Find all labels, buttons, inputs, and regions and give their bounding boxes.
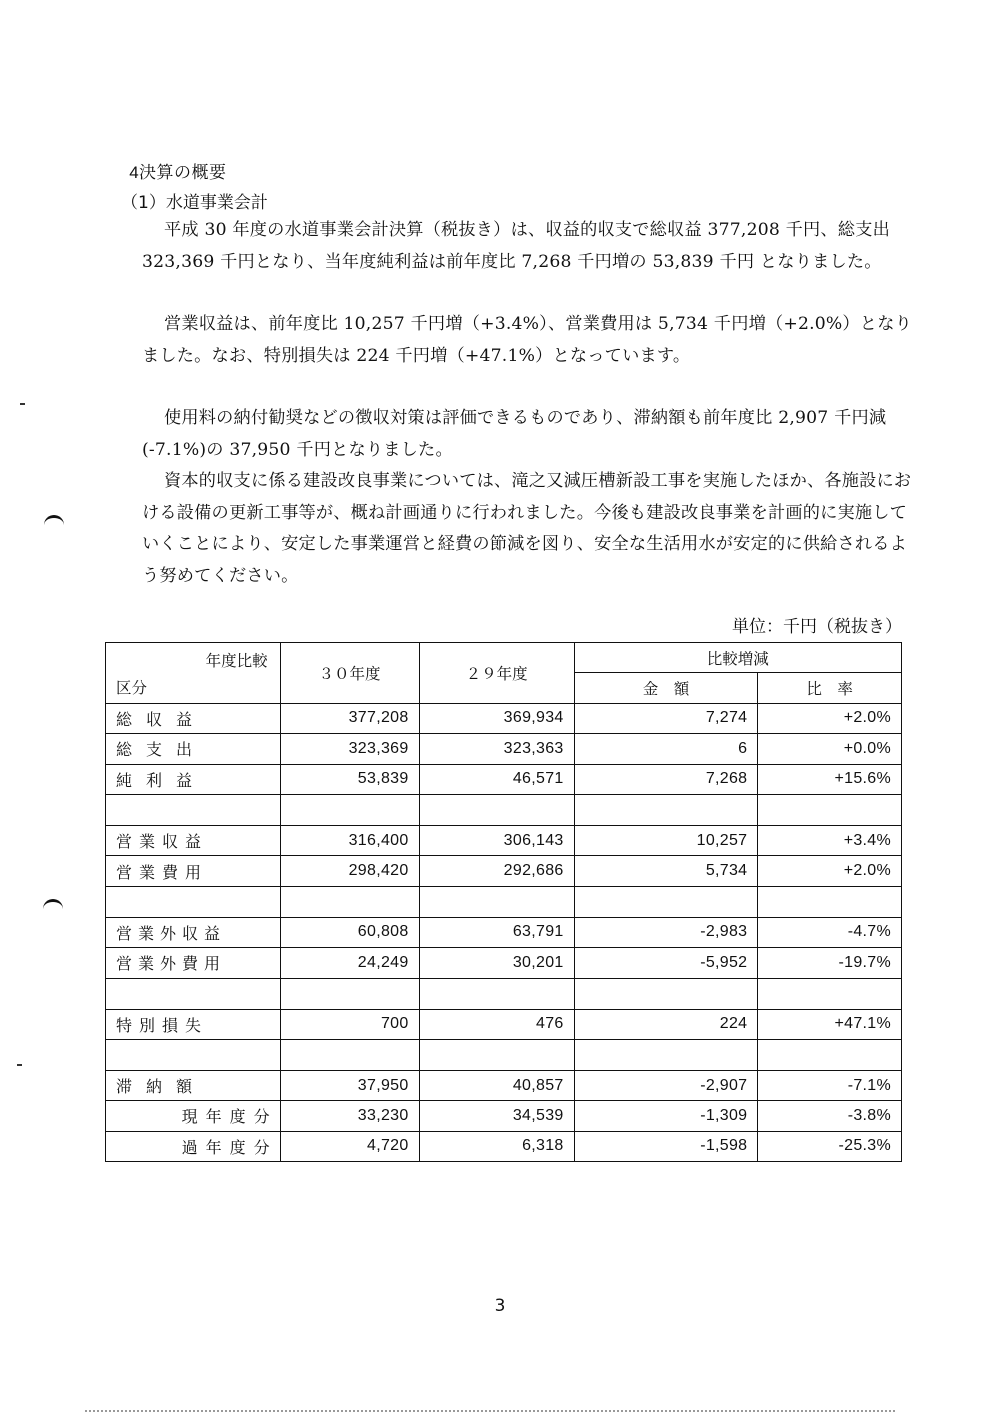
table-row bbox=[106, 1131, 902, 1161]
amount-diff: 5,734 bbox=[574, 856, 758, 886]
fy30-value: 377,208 bbox=[280, 703, 419, 733]
blank-cell bbox=[574, 978, 758, 1009]
section-title: 決算の概要 bbox=[139, 163, 227, 183]
fy29-value: 34,539 bbox=[419, 1101, 574, 1131]
fy30-value: 700 bbox=[280, 1009, 419, 1039]
fy29-value: 369,934 bbox=[419, 703, 574, 733]
header-ratio: 比 率 bbox=[758, 673, 902, 703]
section-number: 4 bbox=[129, 163, 139, 182]
fy29-value: 46,571 bbox=[419, 764, 574, 794]
blank-cell bbox=[280, 978, 419, 1009]
table-row bbox=[106, 703, 902, 733]
paragraph-operating: 営業収益は、前年度比 10,257 千円増（+3.4%）、営業費用は 5,734 千円増（+2.0%）となりました。なお、特別損失は 224 千円増（+47.1%）となっています。 bbox=[142, 314, 912, 366]
blank-cell bbox=[106, 794, 281, 825]
row-label: 総支出 bbox=[106, 734, 281, 764]
amount-diff: 7,274 bbox=[574, 703, 758, 733]
row-label: 過年度分 bbox=[106, 1131, 281, 1161]
amount-diff: 7,268 bbox=[574, 764, 758, 794]
amount-diff: -2,907 bbox=[574, 1070, 758, 1100]
scan-mark bbox=[17, 1064, 22, 1066]
header-category: 区分 bbox=[116, 678, 148, 697]
blank-cell bbox=[106, 1039, 281, 1070]
row-label: 営業費用 bbox=[106, 856, 281, 886]
fy29-value: 306,143 bbox=[419, 825, 574, 855]
blank-cell bbox=[758, 886, 902, 917]
fy30-value: 316,400 bbox=[280, 825, 419, 855]
paragraph-summary: 平成 30 年度の水道事業会計決算（税抜き）は、収益的収支で総収益 377,208 千円、総支出 323,369 千円となり、当年度純利益は前年度比 7,268 千円増の 53,839 千円 となりました。 bbox=[142, 220, 890, 272]
blank-cell bbox=[419, 794, 574, 825]
amount-diff: 10,257 bbox=[574, 825, 758, 855]
fy30-value: 4,720 bbox=[280, 1131, 419, 1161]
header-corner-cell bbox=[106, 643, 281, 704]
blank-spacer-row bbox=[106, 794, 902, 825]
ratio-diff: -4.7% bbox=[758, 917, 902, 947]
header-fy30: ３０年度 bbox=[280, 643, 419, 704]
ratio-diff: -3.8% bbox=[758, 1101, 902, 1131]
fy29-value: 40,857 bbox=[419, 1070, 574, 1100]
fy30-value: 33,230 bbox=[280, 1101, 419, 1131]
amount-diff: 224 bbox=[574, 1009, 758, 1039]
amount-diff: -2,983 bbox=[574, 917, 758, 947]
ratio-diff: +15.6% bbox=[758, 764, 902, 794]
blank-cell bbox=[419, 978, 574, 1009]
page-number: 3 bbox=[494, 1296, 506, 1316]
row-label: 営業収益 bbox=[106, 825, 281, 855]
fy30-value: 53,839 bbox=[280, 764, 419, 794]
header-fy29: ２９年度 bbox=[419, 643, 574, 704]
blank-cell bbox=[574, 1039, 758, 1070]
fy30-value: 60,808 bbox=[280, 917, 419, 947]
table-row bbox=[106, 917, 902, 947]
blank-spacer-row bbox=[106, 886, 902, 917]
scan-noise-line bbox=[85, 1410, 895, 1414]
blank-spacer-row bbox=[106, 1039, 902, 1070]
paragraph-arrears: 使用料の納付勧奨などの徴収対策は評価できるものであり、滞納額も前年度比 2,907 千円減(-7.1%)の 37,950 千円となりました。 bbox=[142, 408, 887, 460]
blank-cell bbox=[280, 1039, 419, 1070]
ratio-diff: +0.0% bbox=[758, 734, 902, 764]
financial-comparison-table bbox=[105, 642, 902, 1162]
fy29-value: 476 bbox=[419, 1009, 574, 1039]
table-row bbox=[106, 825, 902, 855]
amount-diff: -1,309 bbox=[574, 1101, 758, 1131]
blank-cell bbox=[574, 886, 758, 917]
header-year-comparison: 年度比較 bbox=[205, 652, 268, 670]
fy30-value: 24,249 bbox=[280, 948, 419, 978]
table-row bbox=[106, 764, 902, 794]
row-label: 滞納額 bbox=[106, 1070, 281, 1100]
subsection-heading: （1）水道事業会計 bbox=[121, 193, 268, 213]
table-row bbox=[106, 948, 902, 978]
punch-hole-mark bbox=[44, 515, 64, 528]
ratio-diff: -25.3% bbox=[758, 1131, 902, 1161]
unit-note: 単位：千円（税抜き） bbox=[732, 617, 902, 637]
ratio-diff: +2.0% bbox=[758, 703, 902, 733]
blank-cell bbox=[106, 886, 281, 917]
table-row bbox=[106, 1070, 902, 1100]
blank-cell bbox=[758, 978, 902, 1009]
row-label: 営業外収益 bbox=[106, 917, 281, 947]
header-diff-group: 比較増減 bbox=[574, 643, 901, 673]
blank-cell bbox=[758, 794, 902, 825]
fy29-value: 6,318 bbox=[419, 1131, 574, 1161]
blank-cell bbox=[106, 978, 281, 1009]
table-header-row bbox=[106, 643, 902, 673]
row-label: 現年度分 bbox=[106, 1101, 281, 1131]
fy29-value: 292,686 bbox=[419, 856, 574, 886]
amount-diff: 6 bbox=[574, 734, 758, 764]
fy30-value: 323,369 bbox=[280, 734, 419, 764]
fy30-value: 37,950 bbox=[280, 1070, 419, 1100]
amount-diff: -1,598 bbox=[574, 1131, 758, 1161]
table-row bbox=[106, 734, 902, 764]
scan-mark bbox=[20, 403, 25, 405]
blank-cell bbox=[758, 1039, 902, 1070]
ratio-diff: +47.1% bbox=[758, 1009, 902, 1039]
row-label: 営業外費用 bbox=[106, 948, 281, 978]
blank-cell bbox=[280, 794, 419, 825]
table-row bbox=[106, 1101, 902, 1131]
section-heading bbox=[93, 158, 227, 183]
ratio-diff: +2.0% bbox=[758, 856, 902, 886]
fy29-value: 30,201 bbox=[419, 948, 574, 978]
ratio-diff: -7.1% bbox=[758, 1070, 902, 1100]
ratio-diff: -19.7% bbox=[758, 948, 902, 978]
row-label: 特別損失 bbox=[106, 1009, 281, 1039]
punch-hole-mark bbox=[43, 899, 63, 912]
blank-cell bbox=[419, 1039, 574, 1070]
fy29-value: 323,363 bbox=[419, 734, 574, 764]
fy29-value: 63,791 bbox=[419, 917, 574, 947]
row-label: 純利益 bbox=[106, 764, 281, 794]
row-label: 総収益 bbox=[106, 703, 281, 733]
table-row bbox=[106, 1009, 902, 1039]
fy30-value: 298,420 bbox=[280, 856, 419, 886]
blank-cell bbox=[574, 794, 758, 825]
paragraph-capital: 資本的収支に係る建設改良事業については、滝之又減圧槽新設工事を実施したほか、各施設における設備の更新工事等が、概ね計画通りに行われました。今後も建設改良事業を計画的に実施していくことにより、安定した事業運営と経費の節減を図り、安全な生活用水が安定的に供給されるよう努めてください。 bbox=[142, 471, 912, 586]
blank-cell bbox=[280, 886, 419, 917]
blank-cell bbox=[419, 886, 574, 917]
amount-diff: -5,952 bbox=[574, 948, 758, 978]
header-amount: 金 額 bbox=[574, 673, 758, 703]
ratio-diff: +3.4% bbox=[758, 825, 902, 855]
table-row bbox=[106, 856, 902, 886]
blank-spacer-row bbox=[106, 978, 902, 1009]
